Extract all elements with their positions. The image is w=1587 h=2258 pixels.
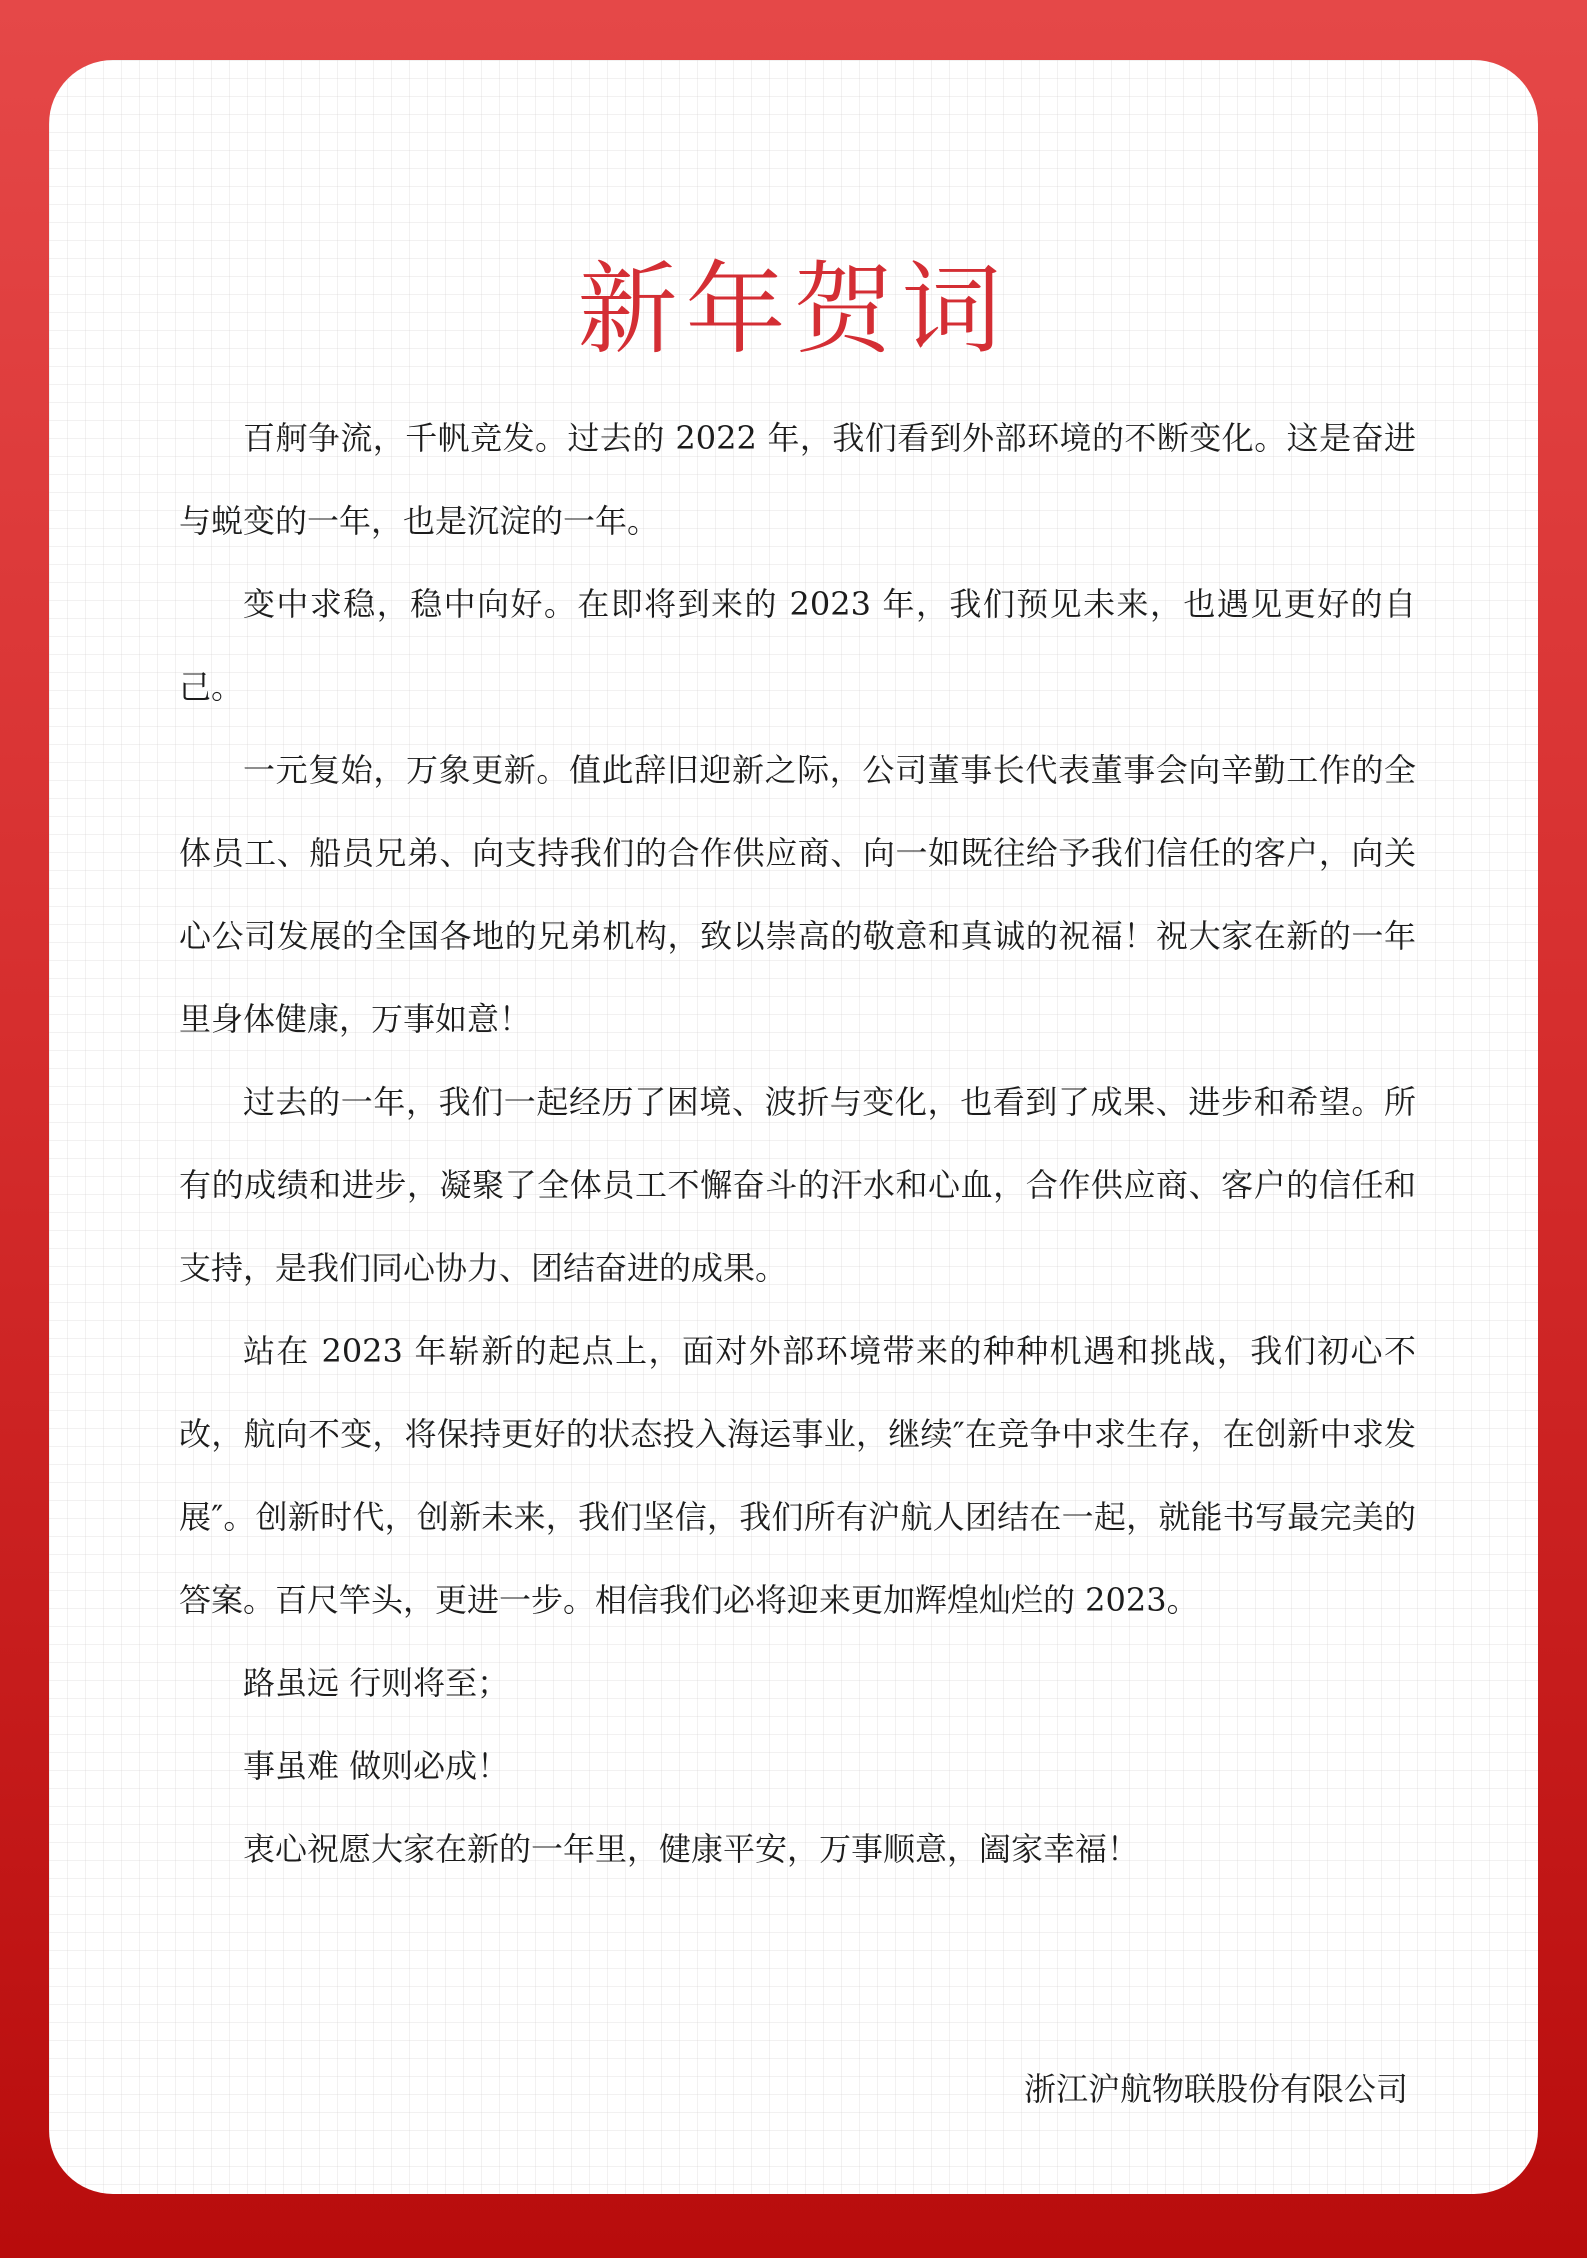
paragraph-2: 变中求稳，稳中向好。在即将到来的 2023 年，我们预见未来，也遇见更好的自己。 <box>179 585 1416 706</box>
paragraph-3: 一元复始，万象更新。值此辞旧迎新之际，公司董事长代表董事会向辛勤工作的全体员工、船员兄弟、向支持我们的合作供应商、向一如既往给予我们信任的客户，向关心公司发展的全国各地的兄弟机构，致以崇高的敬意和真诚的祝福！祝大家在新的一年里身体健康，万事如意！ <box>179 751 1416 1038</box>
letter-paper <box>49 60 1538 2194</box>
closing-wish: 衷心祝愿大家在新的一年里，健康平安，万事顺意，阖家幸福！ <box>243 1830 1140 1868</box>
paragraph-5: 站在 2023 年崭新的起点上，面对外部环境带来的种种机遇和挑战，我们初心不改，航向不变，将保持更好的状态投入海运事业，继续″在竞争中求生存，在创新中求发展″。创新时代，创新未来，我们坚信，我们所有沪航人团结在一起，就能书写最完美的答案。百尺竿头，更进一步。相信我们必将迎来更加辉煌灿烂的 2023。 <box>179 1332 1416 1619</box>
motto-line-1: 路虽远 行则将至； <box>243 1664 510 1702</box>
letter-body <box>179 397 1416 1891</box>
signature-company: 浙江沪航物联股份有限公司 <box>1023 2070 1408 2108</box>
letter-title: 新年贺词 <box>577 251 1010 368</box>
motto-line-2: 事虽难 做则必成！ <box>243 1747 510 1785</box>
paragraph-4: 过去的一年，我们一起经历了困境、波折与变化，也看到了成果、进步和希望。所有的成绩和进步，凝聚了全体员工不懈奋斗的汗水和心血，合作供应商、客户的信任和支持，是我们同心协力、团结奋进的成果。 <box>179 1083 1416 1287</box>
paragraph-1: 百舸争流，千帆竞发。过去的 2022 年，我们看到外部环境的不断变化。这是奋进与蜕变的一年，也是沉淀的一年。 <box>179 419 1416 540</box>
